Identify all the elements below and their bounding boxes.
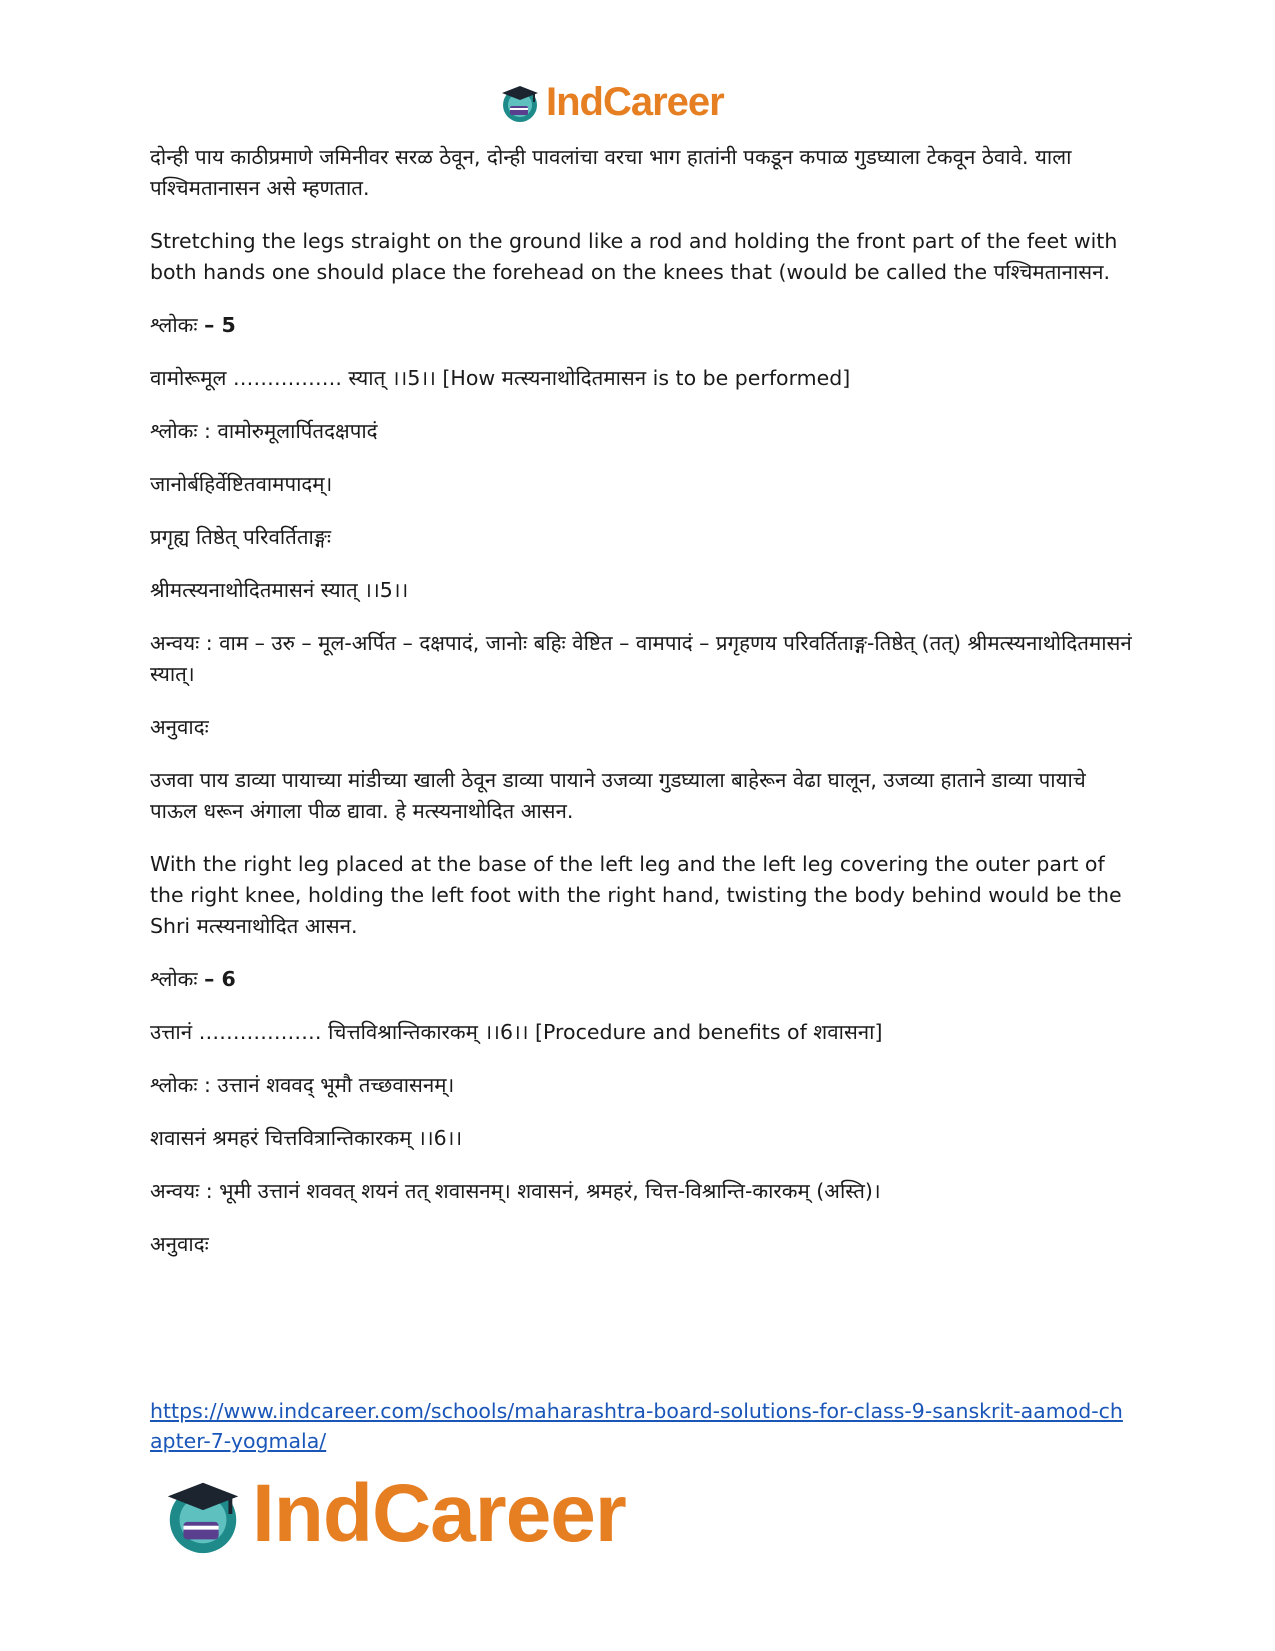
- globe-graduation-cap-icon: [498, 80, 542, 124]
- english-translation-paragraph: Stretching the legs straight on the ground like a rod and holding the front part of the feet with both hands one should place the forehead on the knees that (would be called the पश्चिमतानासन.: [150, 229, 1118, 284]
- shloka-label: श्लोकः: [150, 313, 198, 337]
- footer-link-block: [150, 1396, 1135, 1456]
- shloka-verse-line: प्रगृह्य तिष्ठेत् परिवर्तिताङ्गः: [150, 525, 331, 549]
- logo-text: IndCareer: [252, 1468, 626, 1559]
- globe-graduation-cap-icon: [160, 1471, 246, 1557]
- marathi-translation-paragraph: दोन्ही पाय काठीप्रमाणे जमिनीवर सरळ ठेवून, दोन्ही पावलांचा वरचा भाग हातांनी पकडून कपाळ गुडघ्याला टेकवून ठेवावे. याला पश्चिमतानासन असे म्हणतात.: [150, 145, 1072, 200]
- shloka-verse-line: श्लोकः : वामोरुमूलार्पितदक्षपादं: [150, 419, 378, 443]
- shloka-number: – 5: [204, 313, 236, 337]
- document-body: [150, 142, 1135, 1282]
- shloka-number: – 6: [204, 967, 236, 991]
- marathi-translation-paragraph: उजवा पाय डाव्या पायाच्या मांडीच्या खाली ठेवून डाव्या पायाने उजव्या गुडघ्याला बाहेरून वेढा घालून, उजव्या हाताने डाव्या पायाचे पाऊल धरून अंगाला पीळ द्यावा. हे मत्स्यनाथोदित आसन.: [150, 768, 1086, 823]
- shloka-summary-line: उत्तानं ……………… चित्तविश्रान्तिकारकम् ।।6।। [Procedure and benefits of शवासना]: [150, 1020, 883, 1044]
- shloka-verse-line: श्लोकः : उत्तानं शववद् भूमौ तच्छवासनम्।: [150, 1073, 455, 1097]
- source-url-link[interactable]: https://www.indcareer.com/schools/maharashtra-board-solutions-for-class-9-sanskrit-aamod-chapter-7-yogmala/: [150, 1399, 1123, 1453]
- anvaya-paragraph: अन्वयः : वाम – उरु – मूल-अर्पित – दक्षपादं, जानोः बहिः वेष्टित – वामपादं – प्रगृहणय परिवर्तिताङ्ग-तिष्ठेत् (तत्) श्रीमत्स्यनाथोदितमासनं स्यात्।: [150, 631, 1132, 686]
- header-logo: [498, 78, 724, 126]
- shloka-verse-line: श्रीमत्स्यनाथोदितमासनं स्यात् ।।5।।: [150, 578, 409, 602]
- shloka-label: श्लोकः: [150, 967, 198, 991]
- english-translation-paragraph: With the right leg placed at the base of the left leg and the left leg covering the outer part of the right knee, holding the left foot with the right hand, twisting the body behind would be the Shri मत्स्यनाथोदित आसन.: [150, 852, 1122, 938]
- shloka-heading-6: [150, 964, 1135, 995]
- shloka-verse-line: शवासनं श्रमहरं चित्तवित्रान्तिकारकम् ।।6।।: [150, 1126, 463, 1150]
- anuvada-heading: अनुवादः: [150, 1232, 209, 1256]
- anuvada-heading: अनुवादः: [150, 715, 209, 739]
- shloka-verse-line: जानोर्बहिर्वेष्टितवामपादम्।: [150, 472, 333, 496]
- footer-logo: [160, 1468, 626, 1560]
- anvaya-paragraph: अन्वयः : भूमी उत्तानं शववत् शयनं तत् शवासनम्। शवासनं, श्रमहरं, चित्त-विश्रान्ति-कारकम् (अस्ति)।: [150, 1179, 881, 1203]
- shloka-summary-line: वामोरूमूल ……………. स्यात् ।।5।। [How मत्स्यनाथोदितमासन is to be performed]: [150, 366, 851, 390]
- shloka-heading-5: [150, 310, 1135, 341]
- logo-text: IndCareer: [546, 79, 724, 124]
